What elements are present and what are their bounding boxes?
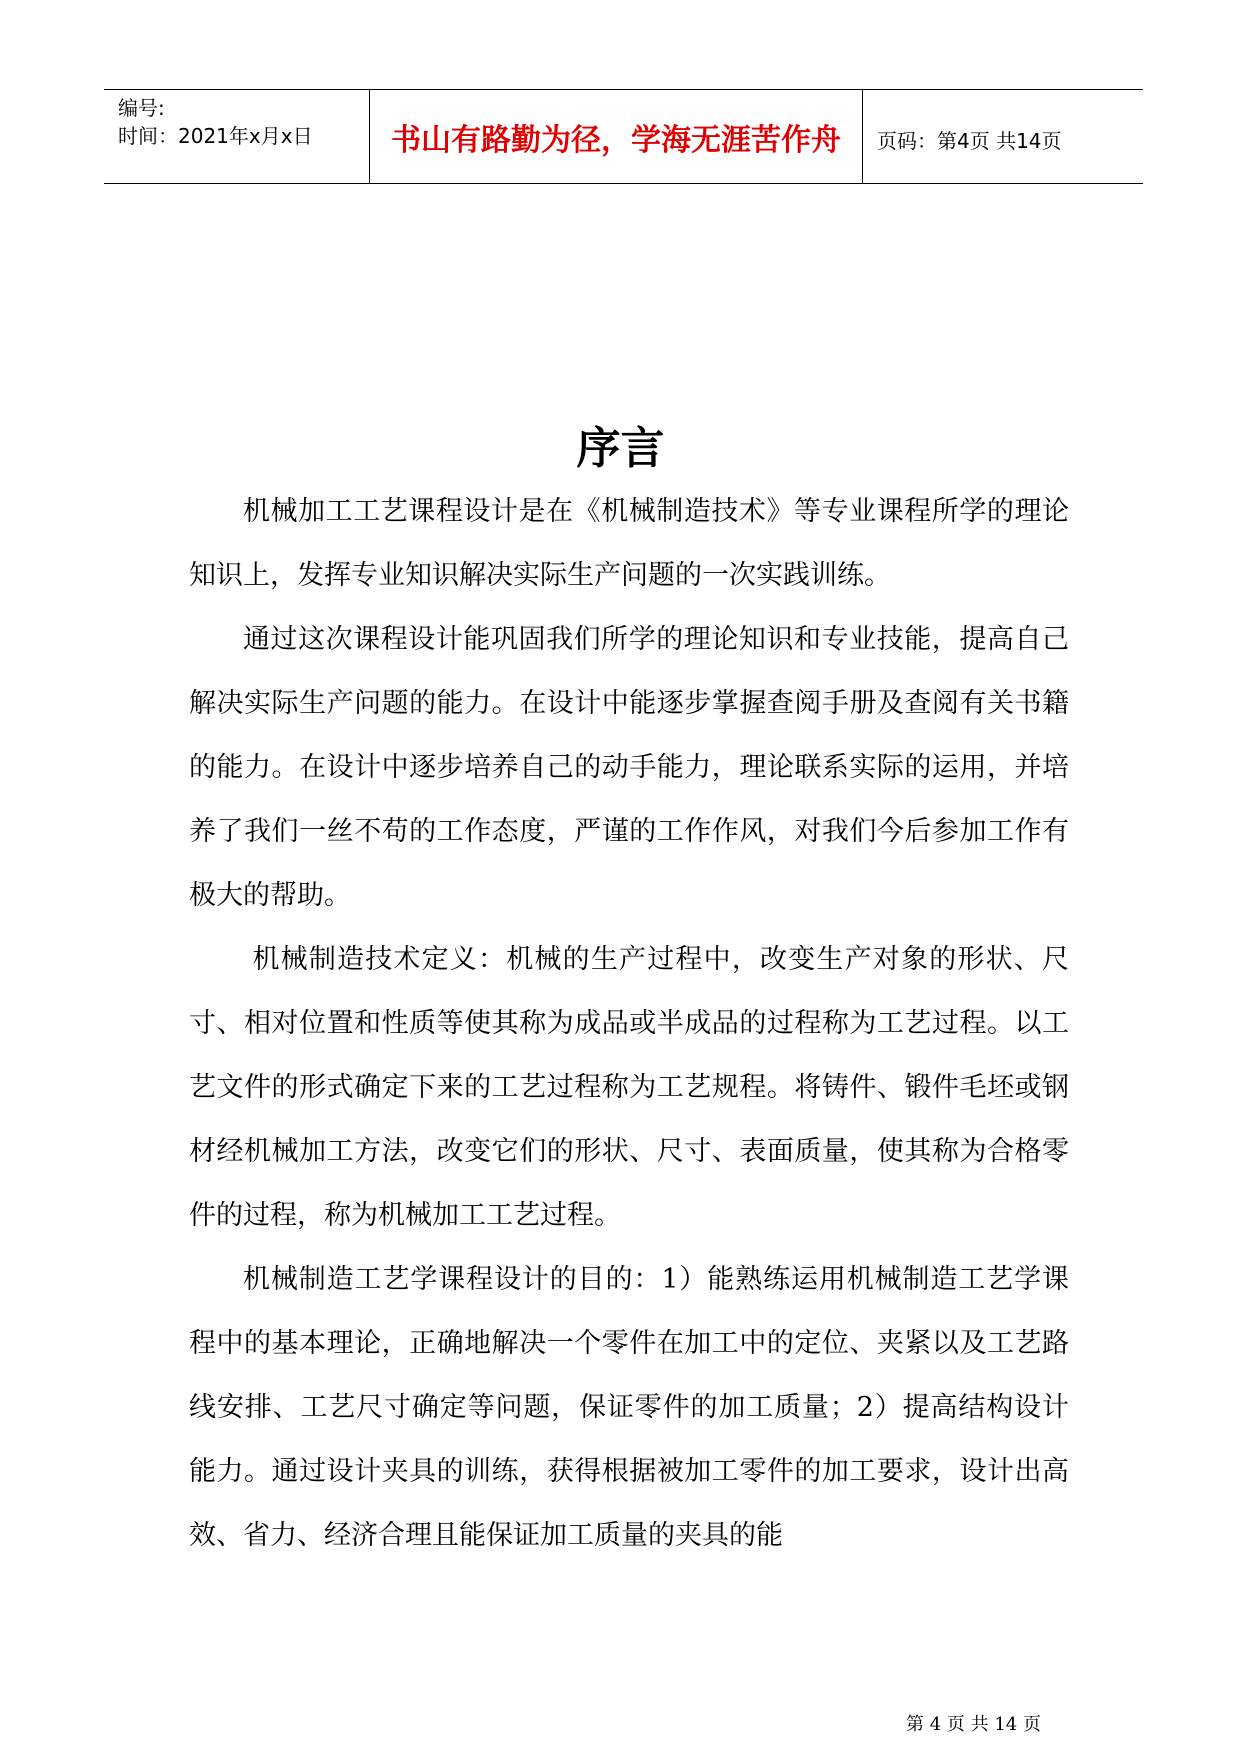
document-body	[189, 480, 1069, 1568]
paragraph-4: 机械制造工艺学课程设计的目的：1）能熟练运用机械制造工艺学课程中的基本理论，正确地解决一个零件在加工中的定位、夹紧以及工艺路线安排、工艺尺寸确定等问题，保证零件的加工质量；2）提高结构设计能力。通过设计夹具的训练，获得根据被加工零件的加工要求，设计出高效、省力、经济合理且能保证加工质量的夹具的能	[189, 1264, 1069, 1551]
header-table	[104, 89, 1143, 184]
motto-text: 书山有路勤为径，学海无涯苦作舟	[391, 123, 841, 158]
page-footer: 第 4 页 共 14 页	[906, 1714, 1041, 1735]
header-page-info: 页码：第4页 共14页	[877, 129, 1062, 153]
serial-number-label: 编号:	[118, 96, 165, 120]
document-title: 序言	[576, 423, 665, 474]
paragraph-2: 通过这次课程设计能巩固我们所学的理论知识和专业技能，提高自己解决实际生产问题的能力。在设计中能逐步掌握查阅手册及查阅有关书籍的能力。在设计中逐步培养自己的动手能力，理论联系实际的运用，并培养了我们一丝不苟的工作态度，严谨的工作作风，对我们今后参加工作有极大的帮助。	[189, 624, 1069, 911]
time-label: 时间：2021年x月x日	[118, 124, 313, 148]
paragraph-1: 机械加工工艺课程设计是在《机械制造技术》等专业课程所学的理论知识上，发挥专业知识解决实际生产问题的一次实践训练。	[189, 496, 1069, 591]
header-page-cell	[863, 90, 1143, 183]
paragraph-3: 机械制造技术定义：机械的生产过程中，改变生产对象的形状、尺寸、相对位置和性质等使其称为成品或半成品的过程称为工艺过程。以工艺文件的形式确定下来的工艺过程称为工艺规程。将铸件、锻件毛坯或钢材经机械加工方法，改变它们的形状、尺寸、表面质量，使其称为合格零件的过程，称为机械加工工艺过程。	[189, 944, 1069, 1231]
header-motto-cell	[370, 90, 863, 183]
header-meta-cell	[104, 90, 370, 183]
